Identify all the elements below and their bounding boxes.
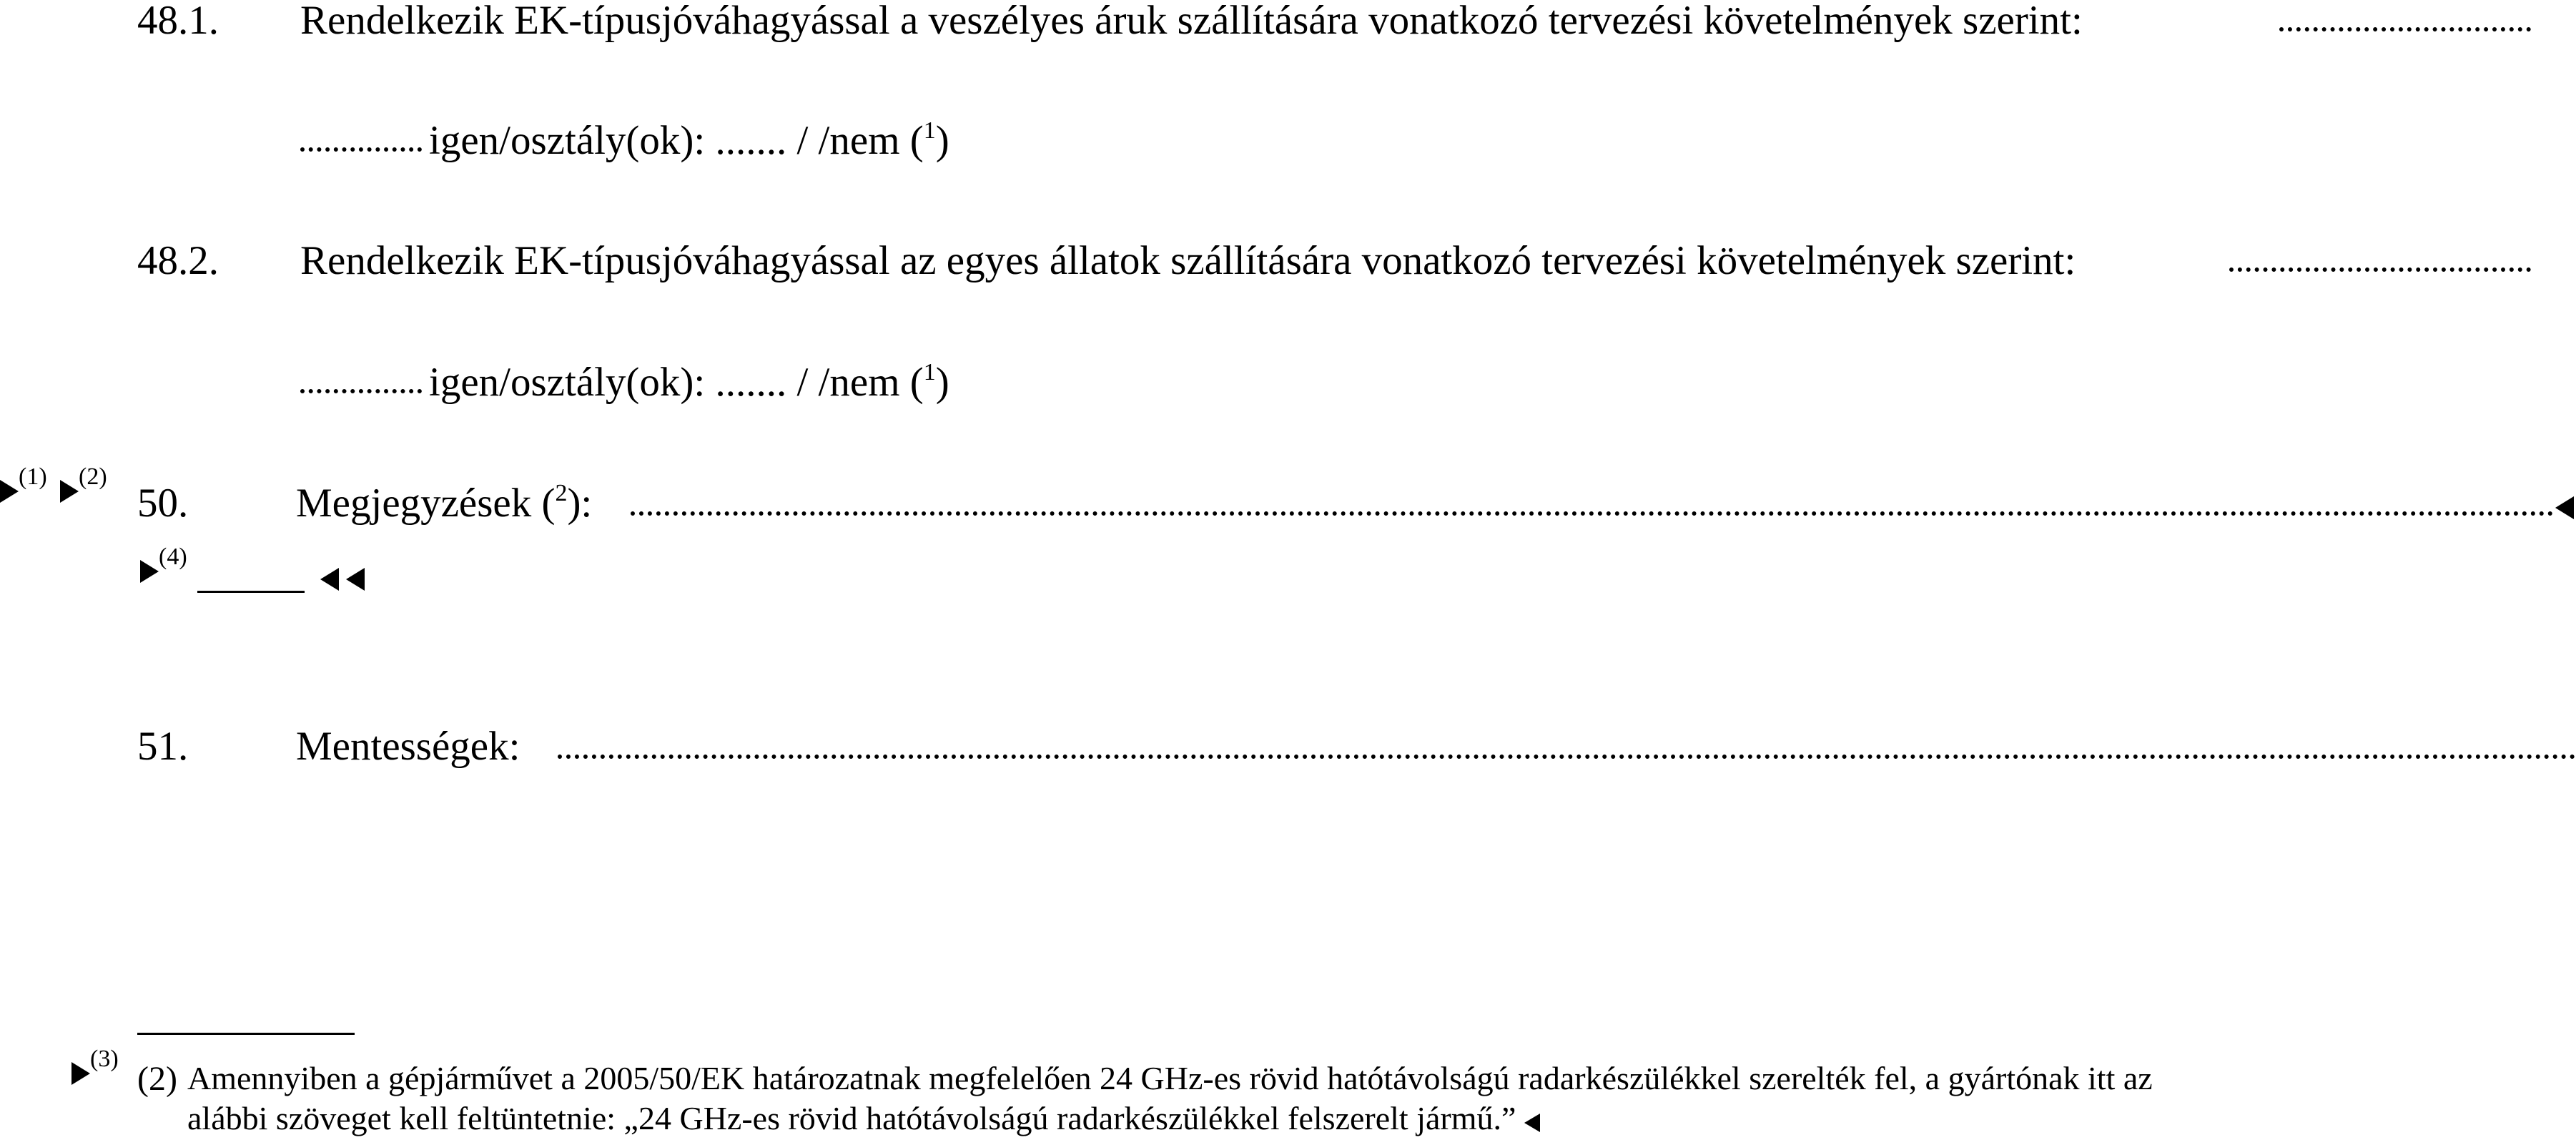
footnote-separator xyxy=(137,1033,355,1035)
item-text: Rendelkezik EK-típusjóváhagyással az egyes állatok szállítására vonatkozó tervezési követelmények szerint: xyxy=(300,238,2076,283)
triangle-right-icon xyxy=(140,560,159,583)
footnote-ref: 1 xyxy=(923,117,936,144)
item-answer-line: igen/osztály(ok): ....... / /nem ($^1$) xyxy=(429,359,949,405)
item-answer-line: igen/osztály(ok): ....... / /nem ($^1$) xyxy=(429,117,949,163)
amendment-marker xyxy=(0,463,47,503)
amendment-end-marker xyxy=(320,568,365,596)
marker-label: (2) xyxy=(79,463,107,490)
footnote-ref-label: (2) xyxy=(137,1060,177,1098)
marker-label: (1) xyxy=(19,463,47,490)
footnote-text xyxy=(187,1099,1540,1138)
answer-text: igen/osztály(ok): ....... / /nem xyxy=(429,360,900,405)
answer-text: igen/osztály(ok): ....... / /nem xyxy=(429,118,900,163)
footnote-text-line2: alábbi szöveget kell feltüntetnie: „24 GHz-es rövid hatótávolságú radarkészülékkel felszerelt jármű.” xyxy=(187,1100,1516,1136)
triangle-right-icon xyxy=(0,480,19,503)
blank-line xyxy=(197,591,305,593)
triangle-right-icon xyxy=(60,480,79,503)
item-text: Megjegyzések ($^2$): xyxy=(296,480,593,526)
triangle-right-icon xyxy=(71,1062,90,1085)
fill-dots xyxy=(2279,27,2531,31)
item-label: Megjegyzések xyxy=(296,481,532,526)
amendment-marker xyxy=(71,1046,119,1085)
fill-dots xyxy=(300,389,422,393)
item-number: 50. xyxy=(137,481,189,526)
amendment-marker xyxy=(140,544,187,583)
item-number: 48.1. xyxy=(137,0,219,43)
amendment-end-marker xyxy=(2555,496,2574,524)
footnote-ref: 2 xyxy=(555,480,568,506)
marker-label: (3) xyxy=(90,1046,119,1072)
item-number: 48.2. xyxy=(137,238,219,283)
triangle-left-icon xyxy=(1524,1114,1540,1132)
footnote-ref: 1 xyxy=(923,359,936,385)
marker-label: (4) xyxy=(159,544,187,570)
triangle-left-icon xyxy=(346,568,365,591)
item-text: Mentességek: xyxy=(296,724,520,769)
fill-dots xyxy=(300,147,422,152)
fill-dots xyxy=(2229,267,2531,272)
fill-dots xyxy=(558,755,2576,759)
footnote-text: Amennyiben a gépjárművet a 2005/50/EK határozatnak megfelelően 24 GHz-es rövid hatótávolságú radarkészülékkel szerelték fel, a gyártónak itt az xyxy=(187,1060,2153,1096)
triangle-left-icon xyxy=(320,568,339,591)
fill-dots xyxy=(631,511,2554,516)
triangle-left-icon xyxy=(2555,496,2574,519)
item-number: 51. xyxy=(137,724,189,769)
amendment-marker xyxy=(60,463,107,503)
item-text: Rendelkezik EK-típusjóváhagyással a veszélyes áruk szállítására vonatkozó tervezési követelmények szerint: xyxy=(300,0,2083,43)
